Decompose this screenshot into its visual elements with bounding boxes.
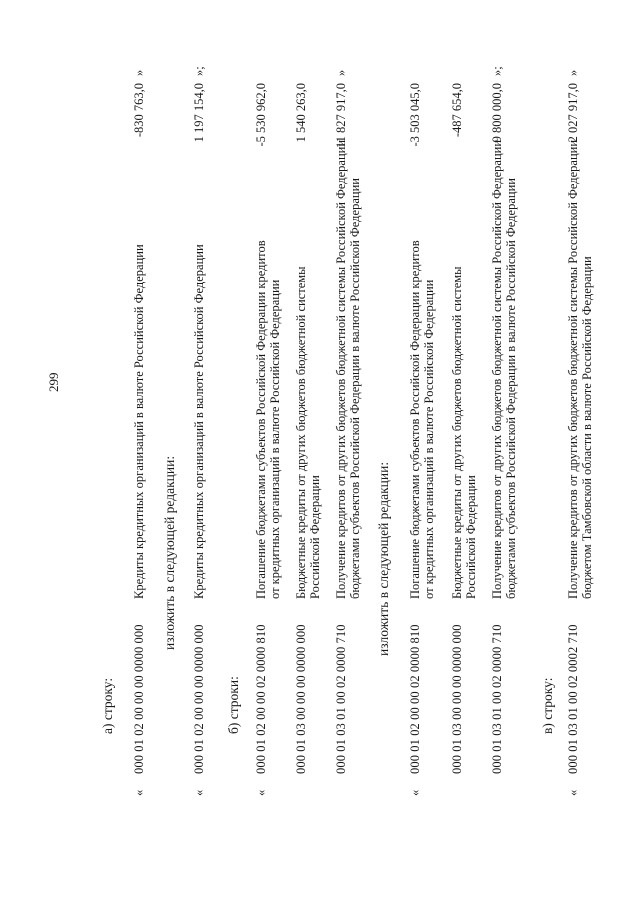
row-value: -3 503 045,0: [408, 83, 422, 147]
row-description: Погашение бюджетами субъектов Российской Федерации кредитов: [408, 240, 422, 599]
budget-code: 000 01 03 00 00 00 0000 000: [450, 624, 464, 774]
section-b-label: б) строки:: [226, 676, 241, 734]
row-description: Бюджетные кредиты от других бюджетов бюджетной системы: [450, 266, 464, 599]
edit-label: изложить в следующей редакции:: [376, 461, 391, 656]
section-a-label: а) строку:: [100, 677, 115, 734]
budget-code: 000 01 02 00 00 00 0000 000: [192, 624, 206, 774]
budget-code: 000 01 02 00 00 02 0000 810: [254, 624, 268, 774]
open-quote: «: [192, 789, 206, 796]
row-description: Кредиты кредитных организаций в валюте Российской Федерации: [132, 244, 146, 599]
page-number: 299: [46, 372, 61, 392]
row-value: 1 197 154,0: [192, 83, 206, 143]
open-quote: «: [254, 789, 268, 796]
row-value: 1 540 263,0: [294, 83, 308, 143]
budget-code: 000 01 03 01 00 02 0000 710: [490, 624, 504, 774]
open-quote: «: [566, 789, 580, 796]
row-value: -830 763,0: [132, 83, 146, 138]
row-description-cont: от кредитных организаций в валюте Российской Федерации: [422, 279, 436, 599]
section-c-label: в) строку:: [540, 677, 555, 734]
row-value: 9 800 000,0: [490, 83, 504, 143]
row-value: 11 827 917,0: [334, 83, 348, 149]
budget-code: 000 01 03 01 00 02 0000 710: [334, 624, 348, 774]
row-value: 2 027 917,0: [566, 83, 580, 143]
row-value: -5 530 962,0: [254, 83, 268, 147]
budget-code: 000 01 02 00 00 00 0000 000: [132, 624, 146, 774]
close-quote: »: [334, 69, 348, 76]
row-description-cont: бюджетом Тамбовской области в валюте Российской Федерации: [580, 256, 594, 599]
close-quote: »;: [192, 66, 206, 76]
close-quote: »: [566, 69, 580, 76]
rotated-page: [40, 27, 600, 872]
close-quote: »;: [490, 66, 504, 76]
row-description: Кредиты кредитных организаций в валюте Российской Федерации: [192, 244, 206, 599]
row-description: Получение кредитов от других бюджетов бюджетной системы Российской Федерации: [490, 139, 504, 599]
open-quote: «: [408, 789, 422, 796]
row-description: Погашение бюджетами субъектов Российской Федерации кредитов: [254, 240, 268, 599]
row-description: Бюджетные кредиты от других бюджетов бюджетной системы: [294, 266, 308, 599]
open-quote: «: [132, 789, 146, 796]
row-value: -487 654,0: [450, 83, 464, 138]
row-description: Получение кредитов от других бюджетов бюджетной системы Российской Федерации: [334, 139, 348, 599]
edit-label: изложить в следующей редакции:: [162, 455, 177, 650]
row-description-cont: бюджетами субъектов Российской Федерации в валюте Российской Федерации: [348, 178, 362, 599]
row-description: Получение кредитов от других бюджетов бюджетной системы Российской Федерации: [566, 139, 580, 599]
budget-code: 000 01 03 01 00 02 0002 710: [566, 624, 580, 774]
budget-code: 000 01 02 00 00 02 0000 810: [408, 624, 422, 774]
row-description-cont: от кредитных организаций в валюте Российской Федерации: [268, 279, 282, 599]
row-description-cont: Российской Федерации: [464, 475, 478, 599]
close-quote: »: [132, 69, 146, 76]
row-description-cont: бюджетами субъектов Российской Федерации в валюте Российской Федерации: [504, 178, 518, 599]
row-description-cont: Российской Федерации: [308, 475, 322, 599]
budget-code: 000 01 03 00 00 00 0000 000: [294, 624, 308, 774]
